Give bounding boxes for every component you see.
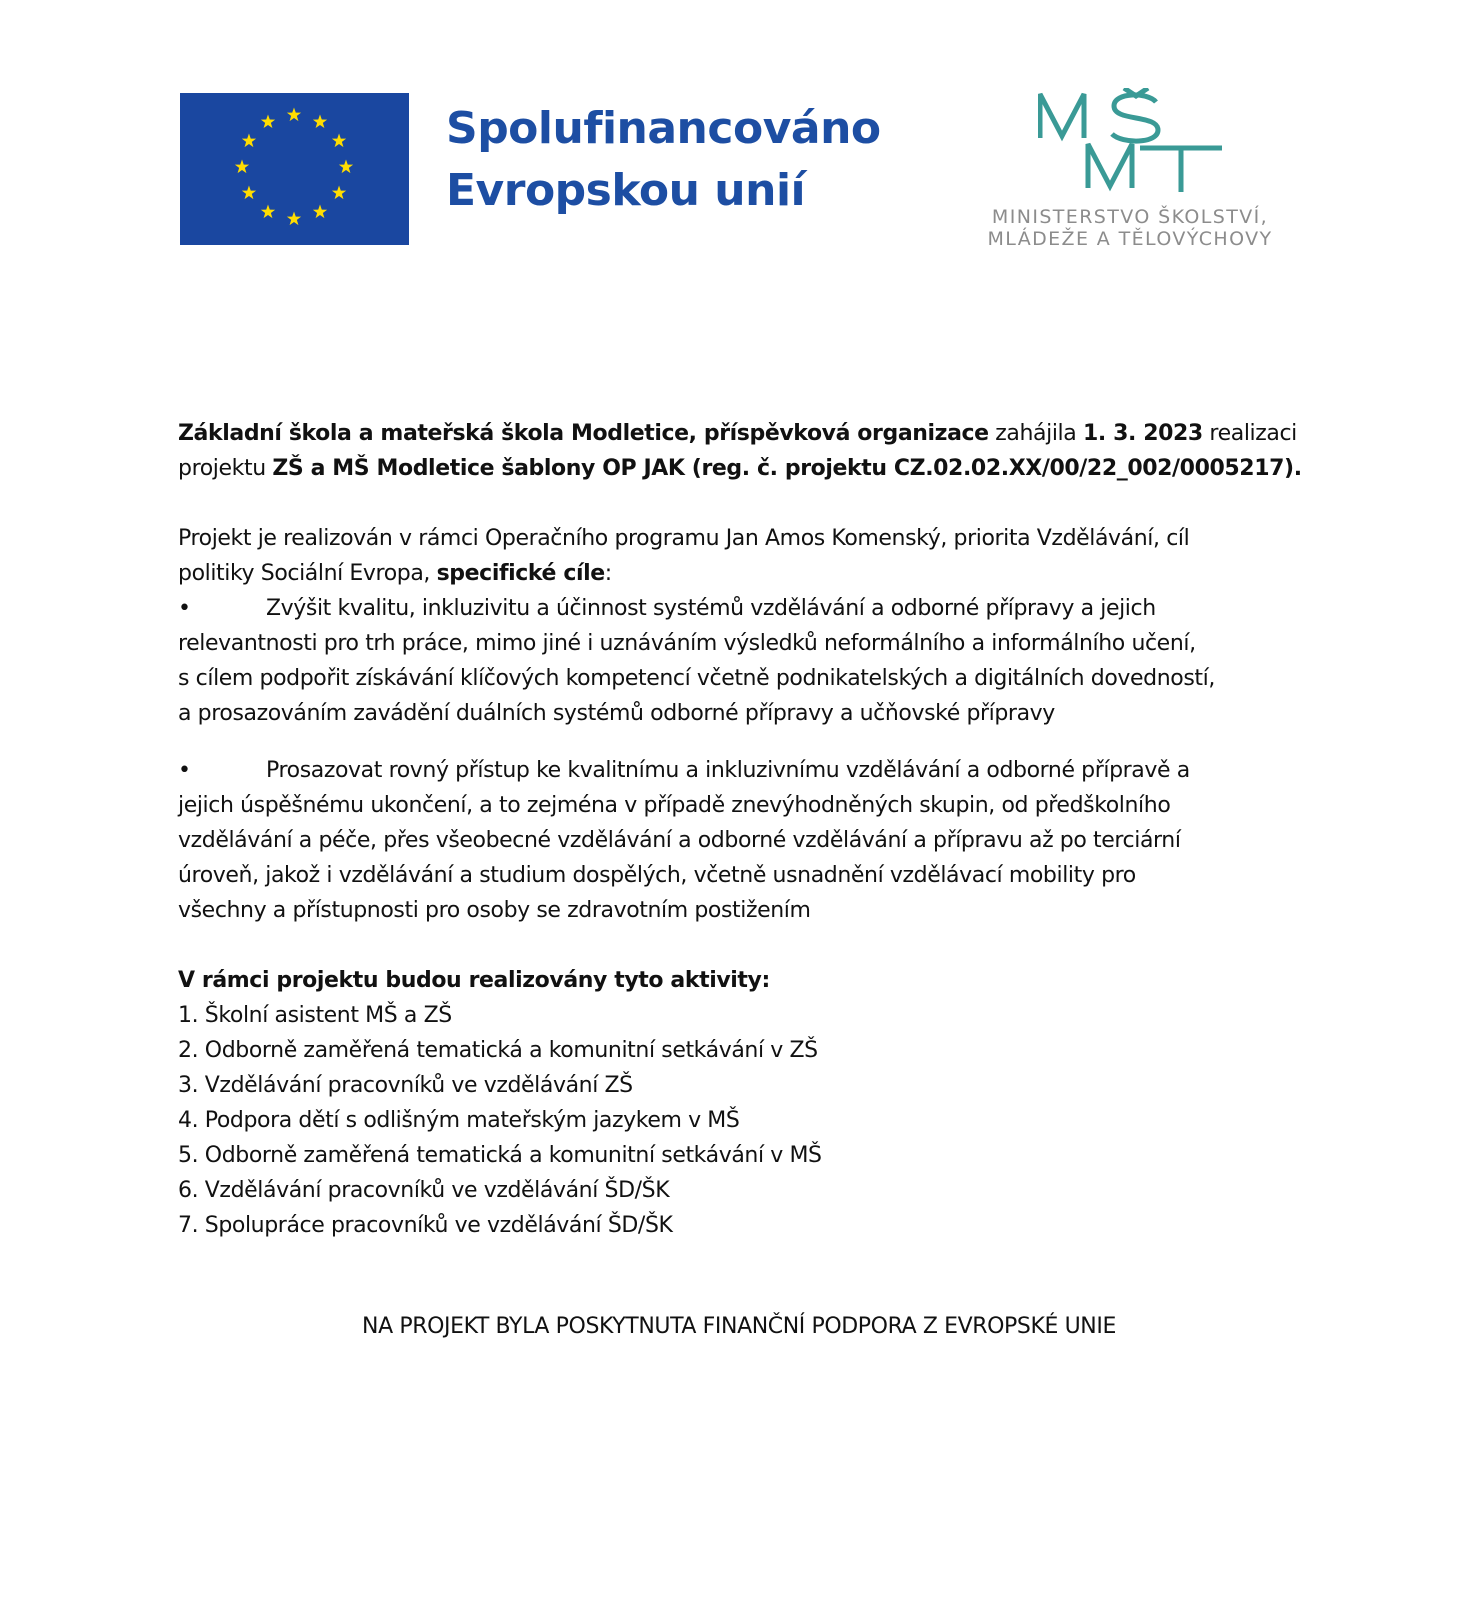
activity-item: 6. Vzdělávání pracovníků ve vzdělávání ŠD/ŠK [178,1178,670,1203]
eu-star-icon [339,160,353,174]
eu-label-line-2: Evropskou unií [446,165,806,216]
msmt-logo [960,88,1300,258]
intro-text-realization: realizaci [1202,421,1297,446]
eu-star-icon [261,205,275,219]
goal-line: a prosazováním zavádění duálních systémů odborné přípravy a učňovské přípravy [178,701,1055,726]
activities-section [178,963,1318,1243]
intro-paragraph [178,416,1318,486]
activity-item: 1. Školní asistent MŠ a ZŠ [178,1003,452,1028]
goal-item [178,591,1318,731]
spacer [178,928,1318,963]
bullet-dot: • [178,596,191,621]
start-date: 1. 3. 2023 [1082,421,1203,446]
school-name: Základní škola a mateřská škola Modletice, příspěvková organizace [178,421,989,446]
bullet-dot: • [178,758,191,783]
goal-line: Zvýšit kvalitu, inkluzivitu a účinnost systémů vzdělávání a odborné přípravy a jejich [266,596,1156,621]
activity-item: 4. Podpora dětí s odlišným mateřským jazykem v MŠ [178,1108,740,1133]
activity-item: 3. Vzdělávání pracovníků ve vzdělávání ZŠ [178,1073,633,1098]
activity-item: 5. Odborně zaměřená tematická a komunitní setkávání v MŠ [178,1143,822,1168]
specific-goals-label: specifické cíle [436,561,605,586]
activities-heading: V rámci projektu budou realizovány tyto aktivity: [178,968,770,993]
goal-line: Prosazovat rovný přístup ke kvalitnímu a inkluzivnímu vzdělávání a odborné přípravě a [266,758,1190,783]
eu-star-icon [261,114,275,128]
spacer [178,731,1318,753]
goal-line: relevantnosti pro trh práce, mimo jiné i uznáváním výsledků neformálního a informálního učení, [178,631,1196,656]
spacer [178,486,1318,521]
document-body [178,416,1318,1243]
goal-line: vzdělávání a péče, přes všeobecné vzdělávání a odborné vzdělávání a přípravu až po terciární [178,828,1181,853]
program-line-2-start: politiky Sociální Evropa, [178,561,437,586]
eu-cofunding-label [446,98,881,222]
program-line-2-end: : [604,561,612,586]
msmt-name-line-1: MINISTERSTVO ŠKOLSTVÍ, [991,206,1269,228]
eu-star-icon [242,186,256,200]
msmt-monogram-mark [1038,88,1224,200]
funding-note: NA PROJEKT BYLA POSKYTNUTA FINANČNÍ PODPORA Z EVROPSKÉ UNIE [362,1314,1116,1339]
logo-header [0,0,1478,260]
msmt-name-line-2: MLÁDEŽE A TĚLOVÝCHOVY [987,228,1273,250]
goal-line: s cílem podpořit získávání klíčových kompetencí včetně podnikatelských a digitálních dovedností, [178,666,1215,691]
eu-star-icon [287,212,301,226]
intro-text-project: projektu [178,456,273,481]
activity-item: 7. Spolupráce pracovníků ve vzdělávání ŠD/ŠK [178,1213,673,1238]
eu-star-icon [235,160,249,174]
goal-item [178,753,1318,928]
eu-star-icon [332,186,346,200]
eu-label-line-1: Spolufinancováno [446,103,881,154]
goal-line: všechny a přístupnosti pro osoby se zdravotním postižením [178,898,811,923]
eu-stars-circle [180,93,409,245]
goal-line: jejich úspěšnému ukončení, a to zejména v případě znevýhodněných skupin, od předškolního [178,793,1171,818]
project-name: ZŠ a MŠ Modletice šablony OP JAK (reg. č. projektu CZ.02.02.XX/00/22_002/0005217). [272,456,1302,481]
program-line-1: Projekt je realizován v rámci Operačního programu Jan Amos Komenský, priorita Vzdělávání, cíl [178,526,1190,551]
eu-star-icon [313,205,327,219]
eu-star-icon [313,114,327,128]
eu-star-icon [332,134,346,148]
program-paragraph [178,521,1318,591]
intro-text-started: zahájila [988,421,1083,446]
msmt-ministry-name [960,206,1300,250]
eu-flag-logo [180,93,409,245]
eu-star-icon [242,134,256,148]
goal-line: úroveň, jakož i vzdělávání a studium dospělých, včetně usnadnění vzdělávací mobility pro [178,863,1136,888]
eu-star-icon [287,108,301,122]
activity-item: 2. Odborně zaměřená tematická a komunitní setkávání v ZŠ [178,1038,818,1063]
